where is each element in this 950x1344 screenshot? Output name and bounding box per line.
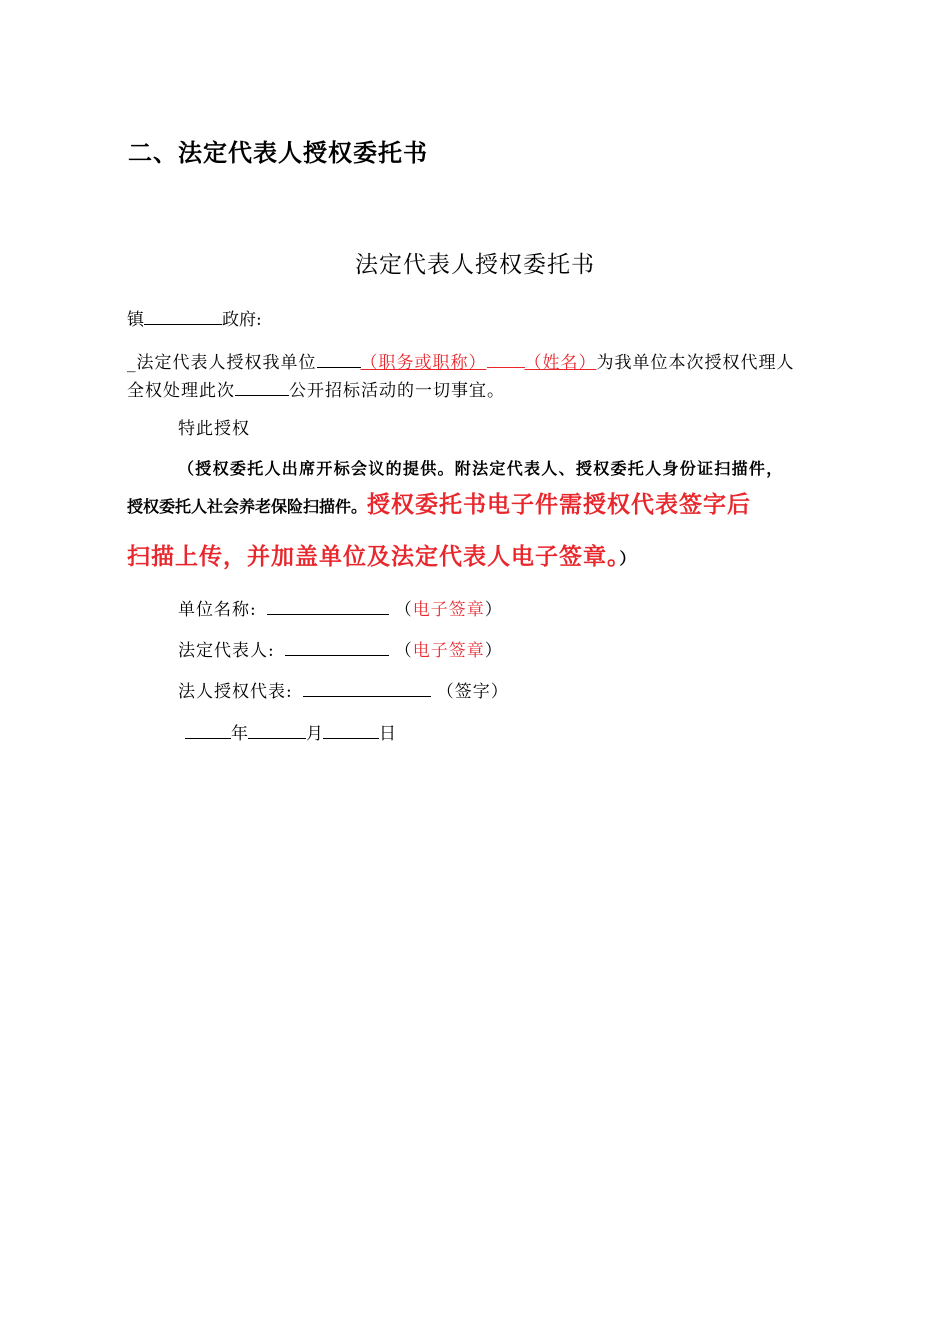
paren-close: ） [490,682,509,702]
authorized-rep-field[interactable] [303,680,431,697]
paragraph-line2-start: 全权处理此次 [127,381,235,401]
note-line-2 [127,486,751,519]
legal-rep-label: 法定代表人: [178,641,275,661]
unit-name-hint: 电子签章 [412,600,485,620]
paren-close: ） [484,641,503,661]
town-blank[interactable] [144,307,222,325]
legal-rep-field[interactable] [285,639,389,656]
month-blank[interactable] [248,723,306,739]
year-blank[interactable] [185,723,231,739]
unit-name-label: 单位名称: [178,600,257,620]
note-line3-red: 扫描上传，并加盖单位及法定代表人电子签章。 [127,544,620,570]
note-line2-black: 授权委托人社会养老保险扫描件。 [127,497,368,516]
addressee-prefix: 镇 [127,310,144,330]
addressee-suffix: 政府: [222,310,262,330]
paragraph-lead: _法定代表人授权我单位 [127,353,317,373]
note-line-1: （授权委托人出席开标会议的提供。附法定代表人、授权委托人身份证扫描件， [178,459,784,478]
date-row [185,719,396,744]
project-blank[interactable] [235,380,289,396]
note-line2-red: 授权委托书电子件需授权代表签字后 [367,492,752,518]
day-label: 日 [379,724,396,744]
paren-open: （ [394,600,413,620]
authorized-rep-label: 法人授权代表: [178,682,293,702]
unit-blank[interactable] [317,352,361,368]
day-blank[interactable] [323,723,379,739]
legal-rep-row [178,636,503,661]
paragraph-line-1 [127,348,795,373]
authorized-rep-row [178,677,509,702]
note-close-paren: ） [619,549,637,568]
paren-open: （ [436,682,455,702]
paren-close: ） [484,600,503,620]
addressee-line [127,305,262,330]
special-authorization: 特此授权 [178,419,250,439]
document-title: 法定代表人授权委托书 [355,252,595,278]
legal-rep-hint: 电子签章 [412,641,485,661]
name-hint: （姓名） [524,353,597,373]
note-line-3 [127,538,637,571]
year-label: 年 [231,724,248,744]
paragraph-line-2 [127,376,505,401]
position-hint: （职务或职称） [360,353,487,373]
position-name-gap [487,352,525,368]
authorized-rep-hint: 签字 [454,682,491,702]
unit-name-field[interactable] [267,598,389,615]
paragraph-after-name: 为我单位本次授权代理人 [596,353,795,373]
paren-open: （ [394,641,413,661]
unit-name-row [178,595,503,620]
month-label: 月 [306,724,323,744]
section-heading: 二、法定代表人授权委托书 [128,139,428,167]
paragraph-line2-end: 公开招标活动的一切事宜。 [289,381,505,401]
